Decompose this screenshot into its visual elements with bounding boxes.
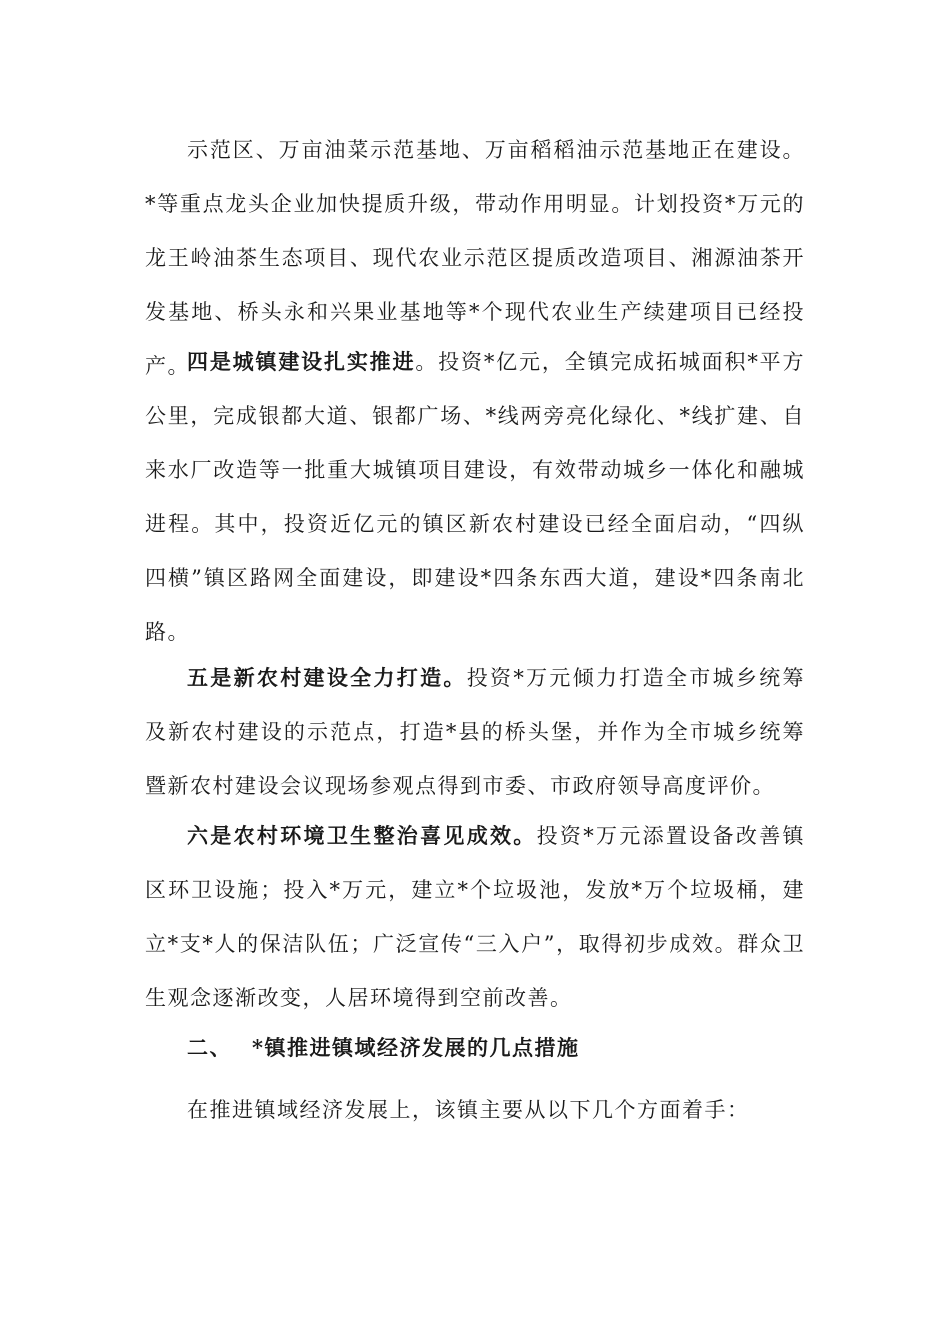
paragraph-new-countryside [145, 651, 805, 813]
paragraph-text: 投资*万元添置设备改善镇区环卫设施；投入*万元，建立*个垃圾池，发放*万个垃圾桶，建立*支*人的保洁队伍；广泛宣传“三入户”，取得初步成效。群众卫生观念逐渐改变，人居环境得到空前改善。 [145, 824, 806, 1010]
paragraph-lead: 五是新农村建设全力打造。 [187, 665, 467, 690]
paragraph-text: 。投资*亿元，全镇完成拓城面积*平方公里，完成银都大道、银都广场、*线两旁亮化绿化、*线扩建、自来水厂改造等一批重大城镇项目建设，有效带动城乡一体化和融城进程。其中，投资近亿元的镇区新农村建设已经全面启动，“四纵四横”镇区路网全面建设，即建设*四条东西大道，建设*四条南北路。 [145, 350, 806, 644]
paragraph-closing [145, 1083, 805, 1137]
paragraph-rural-sanitation [145, 809, 805, 1025]
section-number: 二、 [187, 1035, 232, 1060]
section-title: *镇推进镇域经济发展的几点措施 [252, 1035, 580, 1060]
paragraph-lead: 六是农村环境卫生整治喜见成效。 [187, 823, 537, 848]
paragraph-town-construction [145, 335, 805, 659]
paragraph-text: 在推进镇域经济发展上，该镇主要从以下几个方面着手： [187, 1098, 750, 1122]
section-heading [187, 1021, 579, 1075]
paragraph-text: 示范区、万亩油菜示范基地、万亩稻稻油示范基地正在建设。*等重点龙头企业加快提质升级，带动作用明显。计划投资*万元的龙王岭油茶生态项目、现代农业示范区提质改造项目、湘源油茶开发基地、桥头永和兴果业基地等*个现代农业生产续建项目已经投产。 [145, 138, 805, 378]
paragraph-text: 投资*万元倾力打造全市城乡统筹及新农村建设的示范点，打造*县的桥头堡，并作为全市城乡统筹暨新农村建设会议现场参观点得到市委、市政府领导高度评价。 [145, 666, 806, 798]
paragraph-lead: 四是城镇建设扎实推进 [187, 349, 416, 374]
